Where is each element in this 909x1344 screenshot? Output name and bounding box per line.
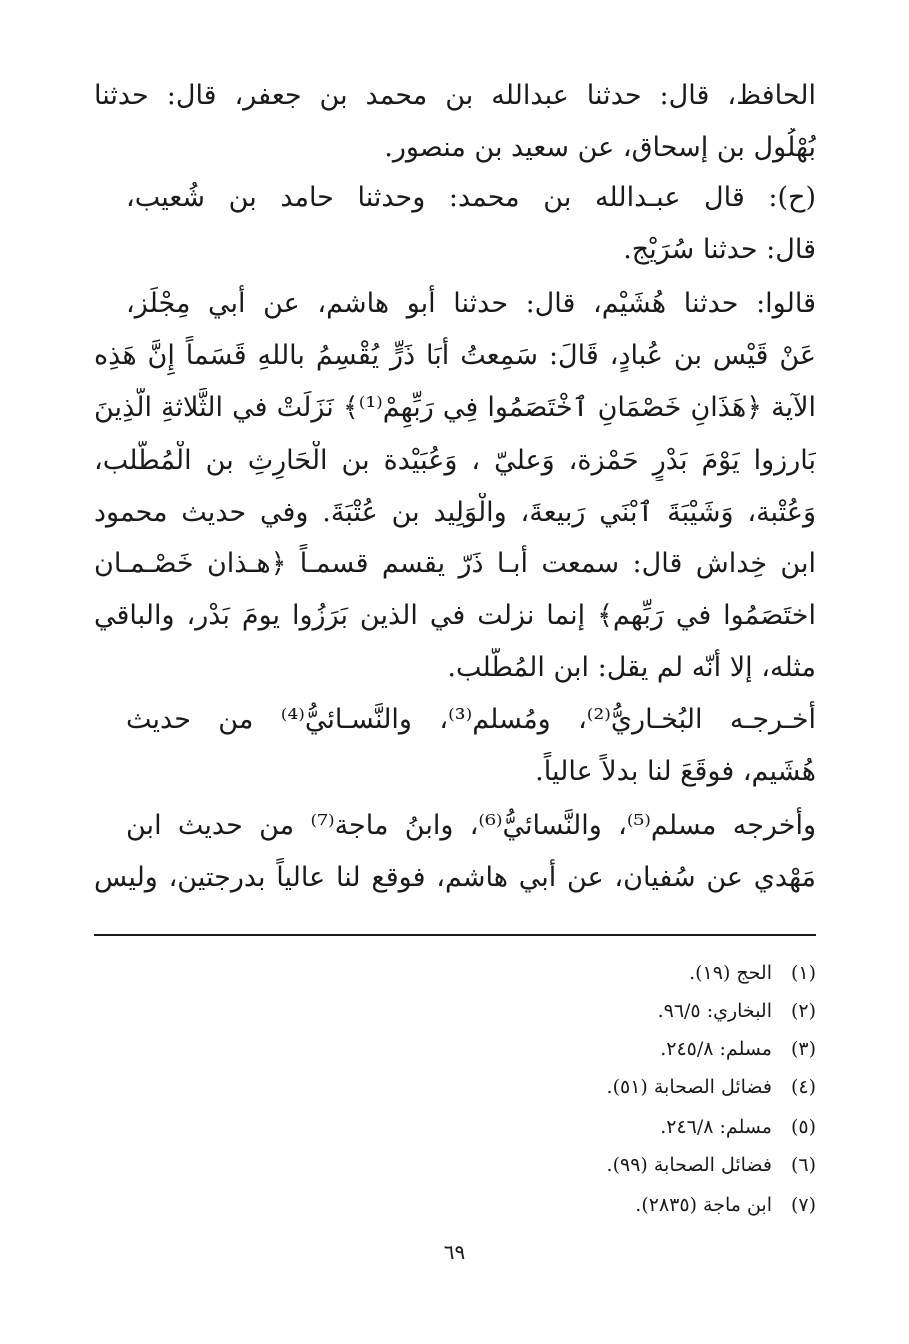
footnote-text: الحج (١٩). bbox=[689, 962, 772, 984]
footnote-number: (٦) bbox=[790, 1154, 816, 1176]
footnote-text: فضائل الصحابة (٩٩). bbox=[606, 1154, 772, 1176]
footnote-number: (٧) bbox=[790, 1194, 816, 1216]
footnote-number: (٣) bbox=[790, 1038, 816, 1060]
text-line: مَهْدي عن سُفيان، عن أبي هاشم، فوقع لنا عالياً بدرجتين، وليس bbox=[94, 862, 816, 893]
text-line: بَارزوا يَوْمَ بَدْرٍ حَمْزة، وَعليّ ، وَعُبَيْدة بن الْحَارِثِ بن الْمُطَّلب، bbox=[94, 445, 816, 476]
footnote-number: (٥) bbox=[790, 1116, 816, 1138]
footnote-text: مسلم: ٢٤٦/٨. bbox=[660, 1116, 772, 1138]
text-line: الحافظ، قال: حدثنا عبدالله بن محمد بن جعفر، قال: حدثنا bbox=[94, 80, 816, 111]
text-line: بُهْلُول بن إسحاق، عن سعيد بن منصور. bbox=[384, 132, 816, 163]
footnote bbox=[94, 998, 816, 1024]
text-line: أخـرجـه البُخـاريُّ⁽²⁾، ومُسلم⁽³⁾، والنَّسـائيُّ⁽⁴⁾ من حديث bbox=[126, 704, 816, 735]
footnote-number: (١) bbox=[790, 962, 816, 984]
text-line: ابن خِداش قال: سمعت أبـا ذَرّ يقسم قسمـاً ﴿هـذان خَصْـمـان bbox=[94, 548, 816, 579]
footnote-text: مسلم: ٢٤٥/٨. bbox=[660, 1038, 772, 1060]
text-line: قالوا: حدثنا هُشَيْم، قال: حدثنا أبو هاشم، عن أبي مِجْلَز، bbox=[126, 288, 816, 319]
text-line: هُشَيم، فوقَعَ لنا بدلاً عالياً. bbox=[535, 756, 816, 787]
footnote bbox=[94, 1074, 816, 1100]
page-number: ٦٩ bbox=[443, 1240, 466, 1264]
text-line: مثله، إلا أنّه لم يقل: ابن المُطَّلب. bbox=[447, 652, 816, 683]
footnote bbox=[94, 1192, 816, 1218]
footnote-text: ابن ماجة (٢٨٣٥). bbox=[635, 1194, 772, 1216]
footnote-number: (٤) bbox=[790, 1076, 816, 1098]
footnote-separator bbox=[94, 934, 816, 936]
footnote bbox=[94, 1114, 816, 1140]
text-line: وأخرجه مسلم⁽⁵⁾، والنَّسائيُّ⁽⁶⁾، وابنُ ماجة⁽⁷⁾ من حديث ابن bbox=[126, 810, 816, 841]
footnote bbox=[94, 960, 816, 986]
footnote-text: البخاري: ٩٦/٥. bbox=[657, 1000, 772, 1022]
text-line: الآية ﴿هَذَانِ خَصْمَانِ ٱخْتَصَمُوا فِي رَبِّهِمْ⁽¹⁾﴾ نَزَلَتْ في الثَّلاثةِ الَّذِينَ bbox=[94, 392, 816, 423]
text-line: (ح): قال عبـدالله بن محمد: وحدثنا حامد بن شُعيب، bbox=[126, 182, 816, 213]
footnote bbox=[94, 1036, 816, 1062]
text-line: اختَصَمُوا في رَبِّهم﴾ إنما نزلت في الذين بَرَزُوا يومَ بَدْر، والباقي bbox=[94, 600, 816, 631]
footnote bbox=[94, 1152, 816, 1178]
text-line: عَنْ قَيْس بن عُبادٍ، قَالَ: سَمِعتُ أَبَا ذَرٍّ يُقْسِمُ باللهِ قَسَماً إِنَّ هَذِه bbox=[94, 340, 816, 371]
text-line: وَعُتْبة، وَشَيْبَةَ ٱبْنَي رَبيعةَ، والْوَلِيد بن عُتْبَةَ. وفي حديث محمود bbox=[94, 497, 816, 528]
footnote-number: (٢) bbox=[790, 1000, 816, 1022]
text-line: قال: حدثنا سُرَيْج. bbox=[623, 234, 816, 265]
footnote-text: فضائل الصحابة (٥١). bbox=[606, 1076, 772, 1098]
